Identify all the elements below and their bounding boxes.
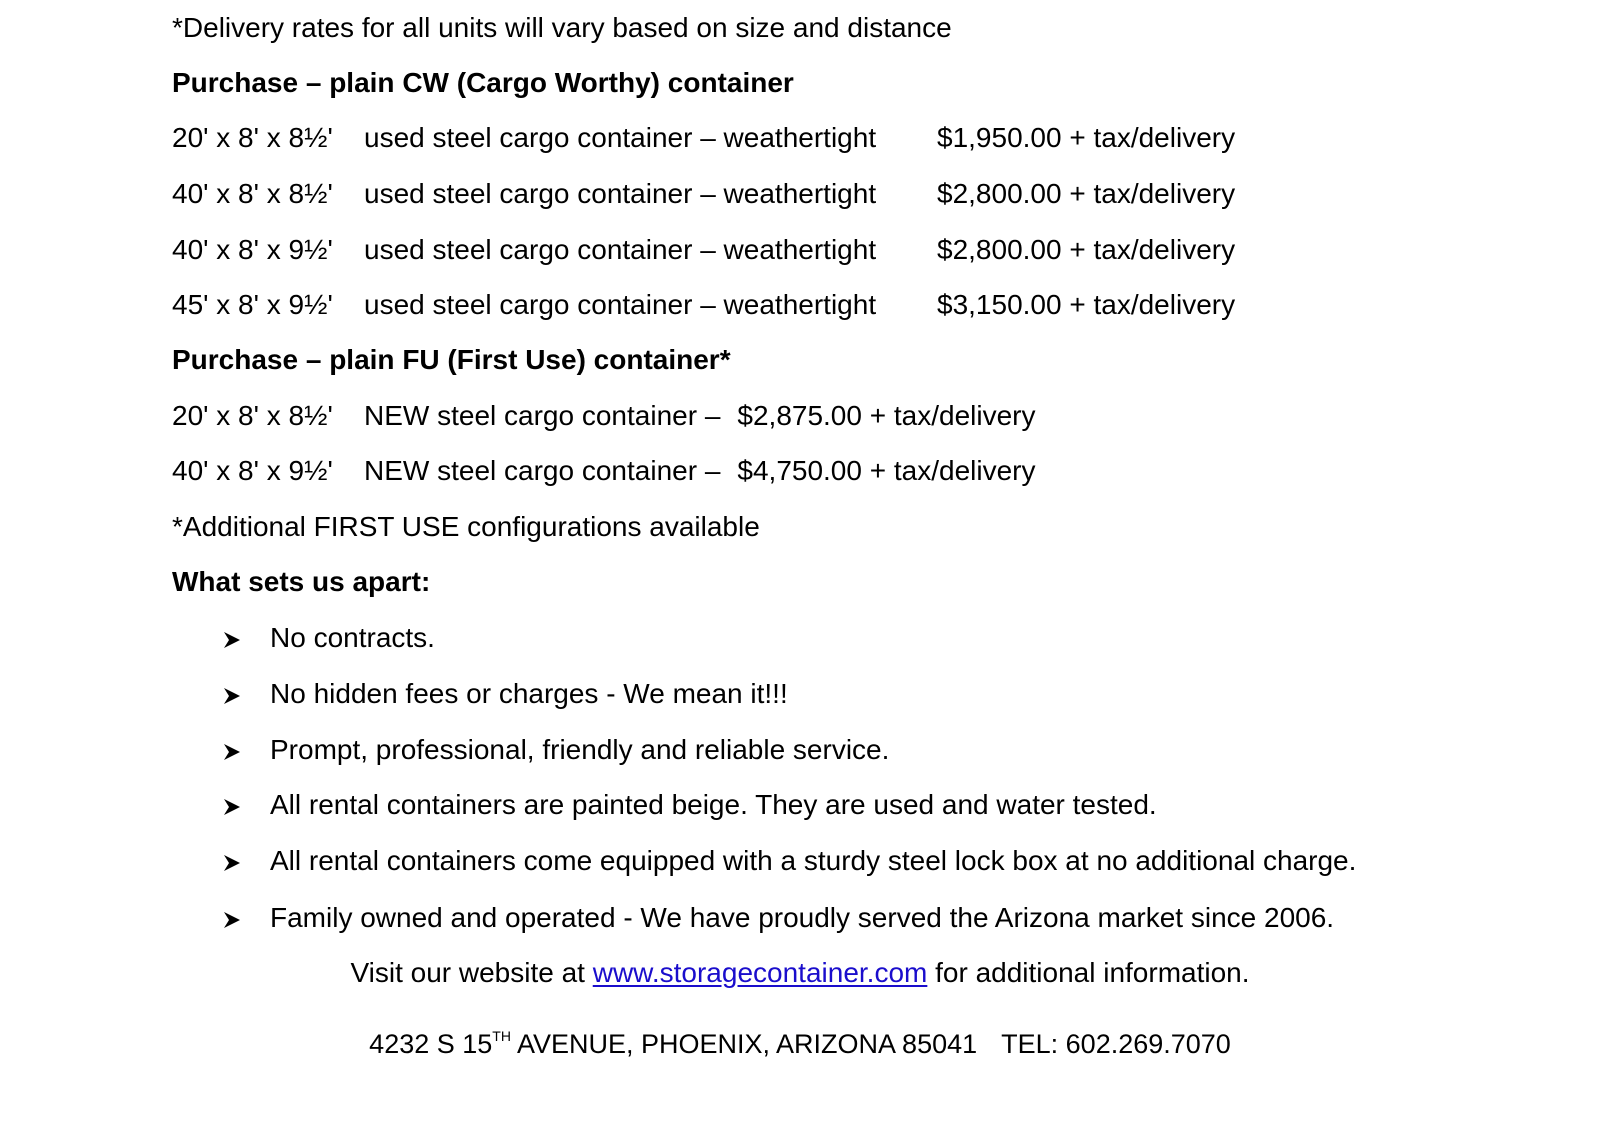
bullet-text: No contracts. bbox=[270, 622, 435, 653]
website-prefix: Visit our website at bbox=[350, 957, 593, 988]
container-price: $2,875.00 + tax/delivery bbox=[737, 400, 1036, 431]
container-size: 20' x 8' x 8½' bbox=[172, 400, 333, 431]
bullet-text: All rental containers come equipped with a sturdy steel lock box at no additional charge. bbox=[270, 845, 1357, 876]
apart-bullet-item bbox=[222, 847, 1356, 875]
bullet-text: All rental containers are painted beige. They are used and water tested. bbox=[270, 789, 1157, 820]
footer-address bbox=[0, 1029, 1600, 1058]
address-superscript: TH bbox=[492, 1028, 511, 1044]
cw-price-row bbox=[172, 236, 1235, 264]
fu-price-row bbox=[172, 402, 1035, 430]
container-price: $2,800.00 + tax/delivery bbox=[937, 178, 1236, 209]
container-description: used steel cargo container – weathertight bbox=[364, 178, 877, 209]
container-description: used steel cargo container – weathertight bbox=[364, 289, 877, 320]
arrowhead-bullet-icon bbox=[222, 687, 270, 705]
delivery-note: *Delivery rates for all units will vary based on size and distance bbox=[172, 12, 952, 43]
container-price: $4,750.00 + tax/delivery bbox=[737, 455, 1036, 486]
cw-price-row bbox=[172, 291, 1235, 319]
apart-bullet-item bbox=[222, 904, 1334, 932]
arrowhead-bullet-icon bbox=[222, 911, 270, 929]
telephone: TEL: 602.269.7070 bbox=[1001, 1029, 1231, 1059]
apart-bullet-item bbox=[222, 680, 788, 708]
cw-price-row bbox=[172, 180, 1235, 208]
website-link[interactable]: www.storagecontainer.com bbox=[592, 957, 928, 988]
cw-section-heading: Purchase – plain CW (Cargo Worthy) container bbox=[172, 67, 794, 98]
container-size: 45' x 8' x 9½' bbox=[172, 289, 333, 320]
container-price: $3,150.00 + tax/delivery bbox=[937, 289, 1236, 320]
arrowhead-bullet-icon bbox=[222, 854, 270, 872]
container-description: used steel cargo container – weathertight bbox=[364, 234, 877, 265]
apart-bullet-item bbox=[222, 736, 889, 764]
website-suffix: for additional information. bbox=[927, 957, 1250, 988]
fu-section-heading: Purchase – plain FU (First Use) container* bbox=[172, 344, 731, 375]
container-description: NEW steel cargo container – bbox=[364, 455, 721, 486]
bullet-text: Family owned and operated - We have proudly served the Arizona market since 2006. bbox=[270, 902, 1335, 933]
bullet-text: No hidden fees or charges - We mean it!!! bbox=[270, 678, 788, 709]
apart-bullet-item bbox=[222, 791, 1157, 819]
container-size: 40' x 8' x 8½' bbox=[172, 178, 333, 209]
address-text: 4232 S 15TH AVENUE, PHOENIX, ARIZONA 85041 bbox=[369, 1028, 978, 1059]
container-size: 20' x 8' x 8½' bbox=[172, 122, 333, 153]
container-size: 40' x 8' x 9½' bbox=[172, 234, 333, 265]
arrowhead-bullet-icon bbox=[222, 743, 270, 761]
arrowhead-bullet-icon bbox=[222, 631, 270, 649]
container-price: $1,950.00 + tax/delivery bbox=[937, 122, 1236, 153]
fu-price-row bbox=[172, 457, 1035, 485]
container-price: $2,800.00 + tax/delivery bbox=[937, 234, 1236, 265]
fu-note: *Additional FIRST USE configurations available bbox=[172, 511, 760, 542]
bullet-text: Prompt, professional, friendly and reliable service. bbox=[270, 734, 890, 765]
container-description: used steel cargo container – weathertight bbox=[364, 122, 877, 153]
apart-bullet-item bbox=[222, 624, 435, 652]
arrowhead-bullet-icon bbox=[222, 798, 270, 816]
apart-heading: What sets us apart: bbox=[172, 566, 431, 597]
container-description: NEW steel cargo container – bbox=[364, 400, 721, 431]
container-size: 40' x 8' x 9½' bbox=[172, 455, 333, 486]
cw-price-row bbox=[172, 124, 1235, 152]
website-line bbox=[0, 959, 1600, 987]
